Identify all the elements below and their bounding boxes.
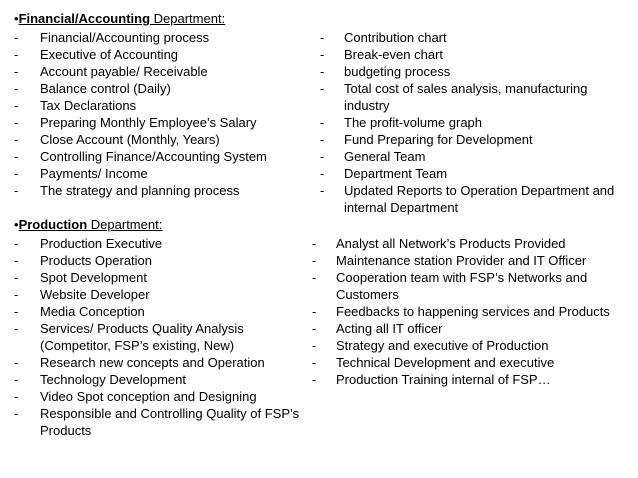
list-item bbox=[14, 371, 299, 388]
list-item-text: Website Developer bbox=[40, 287, 150, 302]
department-name: Production bbox=[18, 217, 88, 232]
list-item bbox=[312, 235, 610, 252]
list-item bbox=[320, 131, 614, 148]
list-item bbox=[14, 29, 267, 46]
department-name: Financial/Accounting bbox=[18, 11, 151, 26]
list-item bbox=[14, 354, 299, 371]
production-left-list bbox=[14, 235, 299, 439]
dash-marker: - bbox=[320, 132, 325, 147]
dash-marker: - bbox=[312, 253, 317, 268]
list-item-text: Services/ Products Quality Analysis bbox=[40, 321, 244, 336]
list-item bbox=[14, 269, 299, 286]
list-item bbox=[312, 371, 610, 388]
list-item bbox=[320, 29, 614, 46]
list-item-text: internal Department bbox=[344, 200, 459, 215]
list-item-text: industry bbox=[344, 98, 390, 113]
list-item bbox=[14, 63, 267, 80]
dash-marker: - bbox=[320, 30, 325, 45]
financial-heading bbox=[14, 10, 225, 27]
dash-marker: - bbox=[14, 236, 19, 251]
heading-bullet: • bbox=[14, 11, 19, 26]
list-item bbox=[14, 388, 299, 405]
list-item-text: Account payable/ Receivable bbox=[40, 64, 208, 79]
list-item-text: Acting all IT officer bbox=[336, 321, 443, 336]
dash-marker: - bbox=[14, 406, 19, 421]
list-item bbox=[14, 286, 299, 303]
list-item-text: Maintenance station Provider and IT Officer bbox=[336, 253, 587, 268]
list-item-text: Financial/Accounting process bbox=[40, 30, 210, 45]
list-item-text: Preparing Monthly Employee’s Salary bbox=[40, 115, 257, 130]
dash-marker: - bbox=[312, 304, 317, 319]
list-item-text: General Team bbox=[344, 149, 426, 164]
list-item bbox=[312, 303, 610, 320]
list-item-text: Products Operation bbox=[40, 253, 153, 268]
dash-marker: - bbox=[14, 166, 19, 181]
dash-marker: - bbox=[312, 236, 317, 251]
list-item bbox=[320, 80, 614, 97]
list-item-continuation bbox=[14, 337, 299, 354]
dash-marker: - bbox=[14, 287, 19, 302]
dash-marker: - bbox=[14, 372, 19, 387]
list-item bbox=[320, 148, 614, 165]
list-item-text: Payments/ Income bbox=[40, 166, 148, 181]
list-item-text: (Competitor, FSP’s existing, New) bbox=[40, 338, 235, 353]
dash-marker: - bbox=[14, 183, 19, 198]
dash-marker: - bbox=[14, 30, 19, 45]
dash-marker: - bbox=[14, 64, 19, 79]
dash-marker: - bbox=[14, 304, 19, 319]
dash-marker: - bbox=[320, 81, 325, 96]
list-item bbox=[320, 46, 614, 63]
dash-marker: - bbox=[14, 149, 19, 164]
list-item-text: Cooperation team with FSP’s Networks and bbox=[336, 270, 588, 285]
list-item-continuation bbox=[320, 97, 614, 114]
list-item bbox=[312, 354, 610, 371]
heading-bullet: • bbox=[14, 217, 19, 232]
list-item-text: Technical Development and executive bbox=[336, 355, 555, 370]
list-item bbox=[14, 165, 267, 182]
list-item-continuation bbox=[320, 199, 614, 216]
list-item-text: Fund Preparing for Development bbox=[344, 132, 533, 147]
list-item-text: Close Account (Monthly, Years) bbox=[40, 132, 220, 147]
list-item bbox=[14, 182, 267, 199]
dash-marker: - bbox=[14, 389, 19, 404]
dash-marker: - bbox=[320, 115, 325, 130]
financial-left-list bbox=[14, 29, 267, 199]
dash-marker: - bbox=[14, 81, 19, 96]
list-item bbox=[14, 131, 267, 148]
list-item bbox=[14, 97, 267, 114]
list-item bbox=[312, 269, 610, 286]
dash-marker: - bbox=[312, 355, 317, 370]
list-item bbox=[14, 235, 299, 252]
list-item bbox=[312, 320, 610, 337]
dash-marker: - bbox=[14, 253, 19, 268]
list-item bbox=[14, 148, 267, 165]
list-item-text: Balance control (Daily) bbox=[40, 81, 171, 96]
financial-right-list bbox=[320, 29, 614, 216]
list-item-text: Tax Declarations bbox=[40, 98, 137, 113]
dash-marker: - bbox=[320, 47, 325, 62]
list-item bbox=[320, 114, 614, 131]
list-item-text: Total cost of sales analysis, manufacturing bbox=[344, 81, 588, 96]
list-item bbox=[14, 46, 267, 63]
list-item-text: Analyst all Network’s Products Provided bbox=[336, 236, 566, 251]
list-item-text: Contribution chart bbox=[344, 30, 447, 45]
list-item-text: Strategy and executive of Production bbox=[336, 338, 549, 353]
list-item bbox=[14, 252, 299, 269]
dash-marker: - bbox=[320, 64, 325, 79]
list-item-continuation bbox=[14, 422, 299, 439]
list-item-text: Feedbacks to happening services and Products bbox=[336, 304, 610, 319]
list-item bbox=[14, 320, 299, 337]
list-item-text: Research new concepts and Operation bbox=[40, 355, 265, 370]
production-right-list bbox=[312, 235, 610, 388]
dash-marker: - bbox=[14, 321, 19, 336]
list-item bbox=[14, 80, 267, 97]
list-item bbox=[312, 337, 610, 354]
dash-marker: - bbox=[312, 270, 317, 285]
list-item-text: Products bbox=[40, 423, 92, 438]
list-item-text: The profit-volume graph bbox=[344, 115, 483, 130]
list-item-text: Break-even chart bbox=[344, 47, 443, 62]
list-item-continuation bbox=[312, 286, 610, 303]
list-item-text: Controlling Finance/Accounting System bbox=[40, 149, 267, 164]
dash-marker: - bbox=[14, 132, 19, 147]
list-item-text: Updated Reports to Operation Department and bbox=[344, 183, 615, 198]
department-label: Department: bbox=[87, 217, 163, 232]
list-item bbox=[320, 63, 614, 80]
dash-marker: - bbox=[312, 372, 317, 387]
list-item-text: budgeting process bbox=[344, 64, 451, 79]
dash-marker: - bbox=[14, 47, 19, 62]
list-item-text: Technology Development bbox=[40, 372, 186, 387]
dash-marker: - bbox=[14, 98, 19, 113]
production-heading bbox=[14, 216, 162, 233]
list-item bbox=[14, 114, 267, 131]
list-item bbox=[14, 303, 299, 320]
dash-marker: - bbox=[320, 183, 325, 198]
dash-marker: - bbox=[14, 270, 19, 285]
list-item-text: Responsible and Controlling Quality of FSP’s bbox=[40, 406, 300, 421]
list-item-text: Executive of Accounting bbox=[40, 47, 179, 62]
dash-marker: - bbox=[14, 355, 19, 370]
list-item-text: Department Team bbox=[344, 166, 448, 181]
dash-marker: - bbox=[14, 115, 19, 130]
department-label: Department: bbox=[150, 11, 226, 26]
list-item-text: Media Conception bbox=[40, 304, 145, 319]
list-item-text: Spot Development bbox=[40, 270, 147, 285]
list-item bbox=[14, 405, 299, 422]
list-item bbox=[312, 252, 610, 269]
list-item-text: Customers bbox=[336, 287, 399, 302]
list-item-text: Video Spot conception and Designing bbox=[40, 389, 257, 404]
list-item-text: The strategy and planning process bbox=[40, 183, 240, 198]
dash-marker: - bbox=[320, 166, 325, 181]
dash-marker: - bbox=[312, 338, 317, 353]
list-item bbox=[320, 165, 614, 182]
dash-marker: - bbox=[312, 321, 317, 336]
dash-marker: - bbox=[320, 149, 325, 164]
list-item-text: Production Training internal of FSP… bbox=[336, 372, 551, 387]
list-item bbox=[320, 182, 614, 199]
list-item-text: Production Executive bbox=[40, 236, 163, 251]
